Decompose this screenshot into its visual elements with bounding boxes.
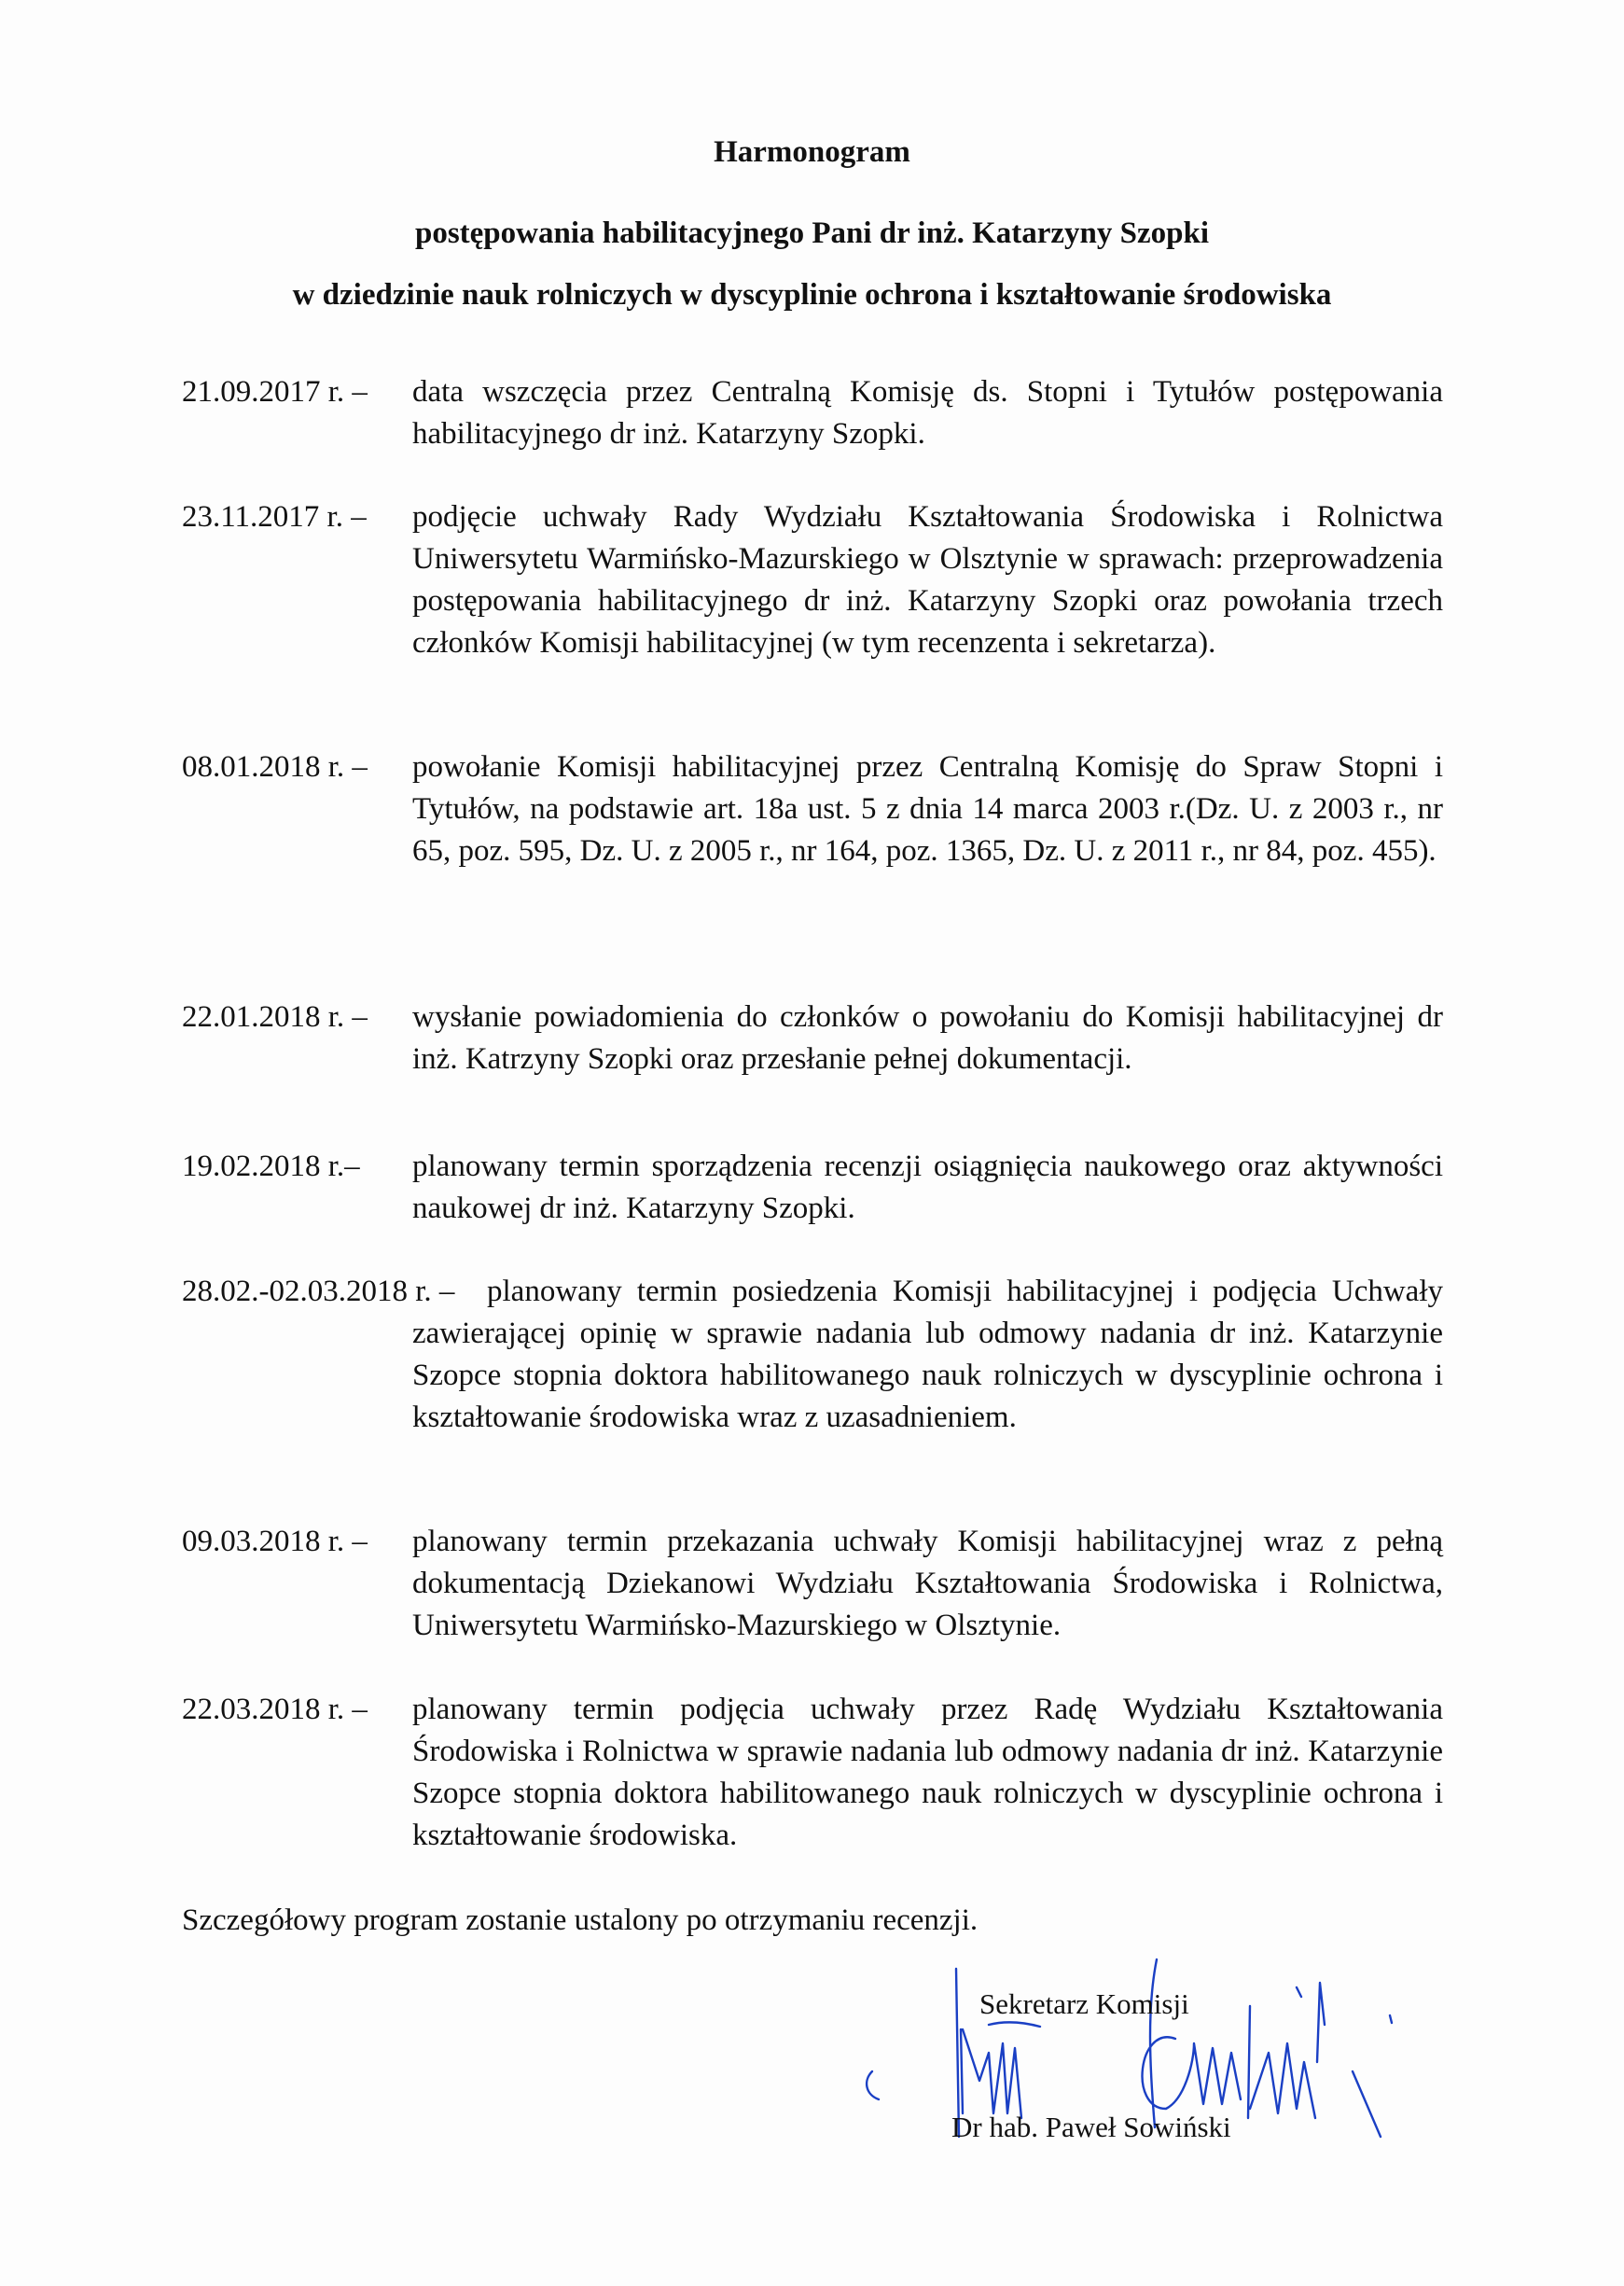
schedule-entry bbox=[182, 997, 1443, 1080]
entry-text: planowany termin przekazania uchwały Komisji habilitacyjnej wraz z pełną dokumentacją Dziekanowi Wydziału Kształtowania Środowiska i Rolnictwa, Uniwersytetu Warmińsko-Mazurskiego w Olsztynie. bbox=[412, 1525, 1443, 1642]
signatory-role: Sekretarz Komisji bbox=[979, 1987, 1189, 2020]
entry-text: data wszczęcia przez Centralną Komisję ds. Stopni i Tytułów postępowania habilitacyjnego dr inż. Katarzyny Szopki. bbox=[412, 375, 1443, 451]
entry-date: 08.01.2018 r. – bbox=[182, 750, 368, 784]
schedule-entry bbox=[182, 371, 1443, 455]
signatory-name: Dr hab. Paweł Sowiński bbox=[951, 2111, 1231, 2143]
schedule-entry bbox=[182, 1146, 1443, 1230]
entry-text: planowany termin posiedzenia Komisji habilitacyjnej i podjęcia Uchwały zawierającej opinię w sprawie nadania lub odmowy nadania dr inż. Katarzynie Szopce stopnia doktora habilitowanego nauk rolniczych w dyscyplinie ochrona i kształtowanie środowiska wraz z uzasadnieniem. bbox=[412, 1275, 1443, 1434]
schedule-entry bbox=[182, 1271, 1443, 1439]
schedule-entry bbox=[182, 1689, 1443, 1857]
closing-note: Szczegółowy program zostanie ustalony po otrzymaniu recenzji. bbox=[182, 1903, 979, 1937]
entry-text: planowany termin sporządzenia recenzji osiągnięcia naukowego oraz aktywności naukowej dr inż. Katarzyny Szopki. bbox=[412, 1150, 1443, 1225]
entry-text: powołanie Komisji habilitacyjnej przez Centralną Komisję do Spraw Stopni i Tytułów, na podstawie art. 18a ust. 5 z dnia 14 marca 2003 r.(Dz. U. z 2003 r., nr 65, poz. 595, Dz. U. z 2005 r., nr 164, poz. 1365, Dz. U. z 2011 r., nr 84, poz. 455). bbox=[412, 750, 1443, 868]
schedule-entry bbox=[182, 496, 1443, 664]
document-subtitle-line1: postępowania habilitacyjnego Pani dr inż. Katarzyny Szopki bbox=[414, 216, 1210, 250]
entry-text: wysłanie powiadomienia do członków o powołaniu do Komisji habilitacyjnej dr inż. Katrzyny Szopki oraz przesłanie pełnej dokumentacji. bbox=[412, 1000, 1443, 1076]
entry-text: podjęcie uchwały Rady Wydziału Kształtowania Środowiska i Rolnictwa Uniwersytetu Warmińsko-Mazurskiego w Olsztynie w sprawach: przeprowadzenia postępowania habilitacyjnego dr inż. Katarzyny Szopki oraz powołania trzech członków Komisji habilitacyjnej (w tym recenzenta i sekretarza). bbox=[412, 500, 1443, 660]
entry-date: 19.02.2018 r.– bbox=[182, 1150, 360, 1183]
entry-date: 21.09.2017 r. – bbox=[182, 375, 368, 409]
document-subtitle-line2: w dziedzinie nauk rolniczych w dyscyplinie ochrona i kształtowanie środowiska bbox=[292, 278, 1332, 312]
entry-text: planowany termin podjęcia uchwały przez Radę Wydziału Kształtowania Środowiska i Rolnictwa w sprawie nadania lub odmowy nadania dr inż. Katarzynie Szopce stopnia doktora habilitowanego nauk rolniczych w dyscyplinie ochrona i kształtowanie środowiska. bbox=[412, 1693, 1443, 1852]
schedule-entry bbox=[182, 746, 1443, 872]
entry-date: 22.01.2018 r. – bbox=[182, 1000, 368, 1034]
document-title: Harmonogram bbox=[714, 135, 910, 169]
schedule-entry bbox=[182, 1521, 1443, 1647]
entry-date: 28.02.-02.03.2018 r. – bbox=[182, 1275, 455, 1308]
entry-date: 22.03.2018 r. – bbox=[182, 1693, 368, 1726]
entry-date: 23.11.2017 r. – bbox=[182, 500, 367, 534]
entry-date: 09.03.2018 r. – bbox=[182, 1525, 368, 1558]
